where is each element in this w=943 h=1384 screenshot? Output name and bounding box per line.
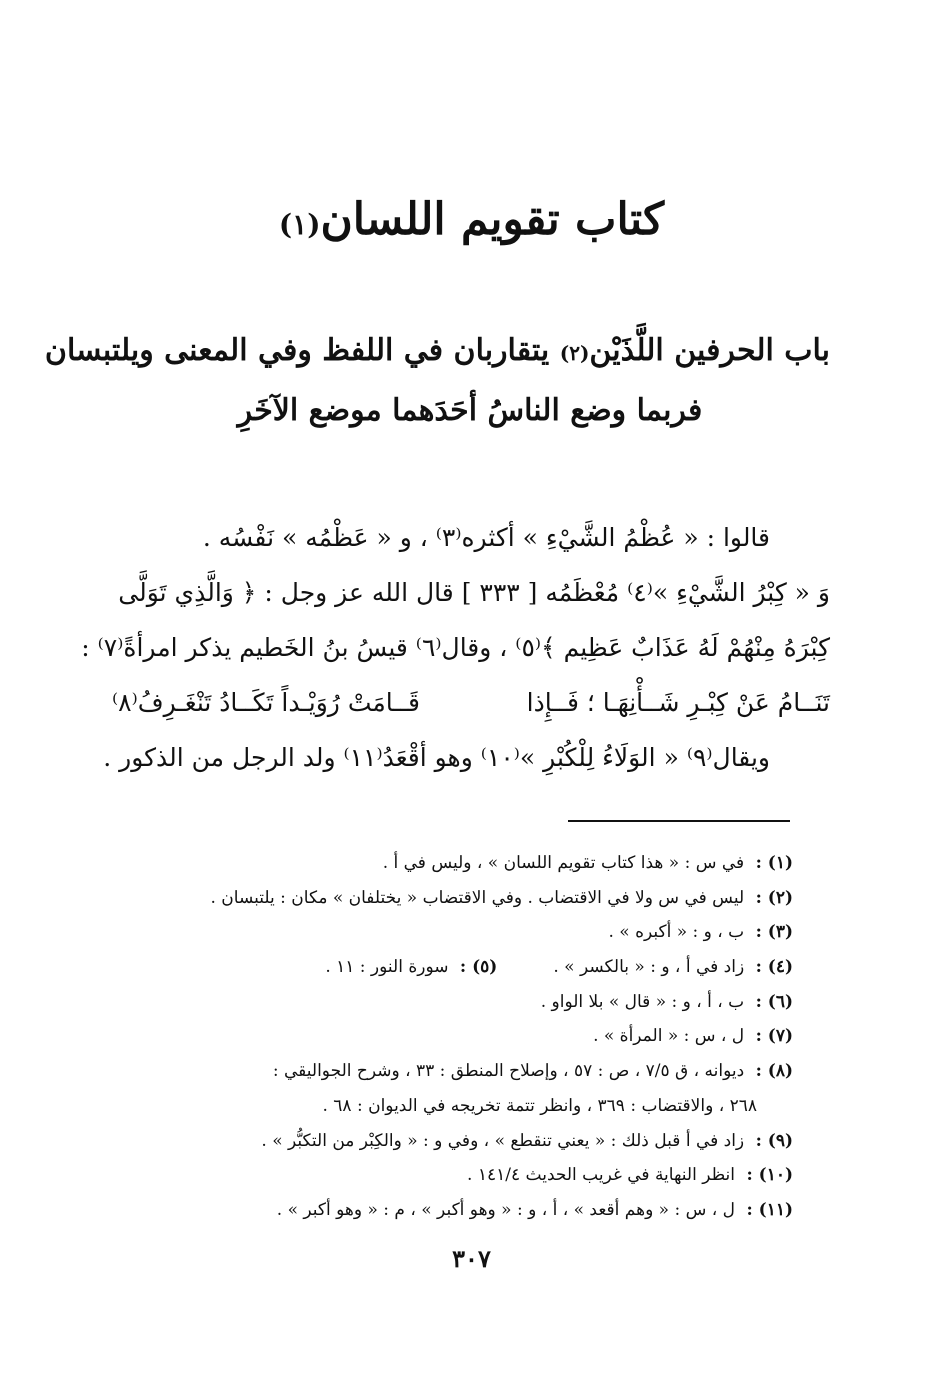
footnote-number: (٧) : (755, 1026, 793, 1047)
footnote (125, 1124, 793, 1159)
footnote-number: (١١) : (746, 1199, 793, 1220)
footnote-text: انظر النهاية في غريب الحديث ١٤١/٤ . (467, 1165, 736, 1186)
footnote-pair-a (553, 950, 793, 985)
body-line-2: وَ « كِبْرُ الشَّيْءِ »⁽٤⁾ مُعْظَمُه [ ٣٣٣ ] قال الله عز وجل : ﴿ وَالَّذِي تَوَلَّى (118, 578, 830, 607)
footnotes (125, 846, 793, 1228)
footnote-text: ديوانه ، ق ٧/٥ ، ص : ٥٧ ، وإصلاح المنطق : ٣٣ ، وشرح الجواليقي : (272, 1061, 745, 1082)
body-line-5: ويقال⁽٩⁾ « الوَلَاءُ لِلْكُبْرِ »⁽١٠⁾ وهو أقْعَدُ⁽١١⁾ ولد الرجل من الذكور . (103, 743, 770, 772)
footnote-continuation (125, 1089, 793, 1124)
verse-first-hemistich: تَنَــامُ عَنْ كِبْـرِ شَــأْنِهَـا ؛ فَــإِذا (526, 688, 830, 717)
footnote-number: (٤) : (755, 957, 793, 978)
chapter-heading (44, 322, 830, 440)
page-number: ٣٠٧ (452, 1244, 491, 1273)
book-title-text: كتاب تقويم اللسان (320, 194, 665, 245)
chapter-heading-ref: (٢) (559, 341, 590, 365)
verse-second-hemistich: قَــامَتْ رُوَيْـداً تَكَــادُ تَنْغَـرِفُ⁽٨⁾ (112, 688, 420, 717)
footnote-text: زاد في أ ، و : « بالكسر » . (553, 957, 745, 978)
footnote (125, 1158, 793, 1193)
footnote-text: ب ، و : « أكبره » . (608, 922, 745, 943)
chapter-heading-part-b: يتقاربان في اللفظ وفي المعنى ويلتبسان (44, 333, 560, 368)
footnote-text: ٢٦٨ ، والاقتضاب : ٣٦٩ ، وانظر تتمة تخريجه في الديوان : ٦٨ . (322, 1095, 757, 1116)
footnote-number: (٢) : (755, 887, 793, 908)
footnote-text: ليس في س ولا في الاقتضاب . وفي الاقتضاب « يختلفان » مكان : يلتبسان . (210, 887, 745, 908)
chapter-heading-line-2: فربما وضع الناسُ أحَدَهما موضع الآخَرِ (237, 393, 703, 428)
footnote (125, 915, 793, 950)
footnote-pair-b (325, 950, 497, 985)
body-line-1: قالوا : « عُظْمُ الشَّيْءِ » أكثره⁽٣⁾ ، و « عَظْمُه » نَفْسُه . (202, 523, 770, 552)
footnote (125, 1054, 793, 1089)
footnote (125, 881, 793, 916)
footnote-text: في س : « هذا كتاب تقويم اللسان » ، وليس في أ . (382, 853, 745, 873)
body-text (81, 510, 830, 785)
chapter-heading-line-1 (44, 322, 830, 382)
footnote (125, 1193, 793, 1228)
footnote (125, 985, 793, 1020)
book-title (0, 190, 943, 255)
body-line-3: كِبْرَهُ مِنْهُمْ لَهُ عَذَابٌ عَظِيم ﴾⁽٥⁾ ، وقال⁽٦⁾ قيسُ بنُ الخَطيم يذكر امرأةً⁽٧⁾ : (81, 633, 830, 662)
footnote-divider (568, 820, 790, 822)
footnote-number: (٦) : (755, 991, 793, 1012)
footnote-number: (٣) : (755, 922, 793, 943)
footnote (125, 846, 793, 881)
footnote-number: (١) : (755, 853, 793, 873)
footnote-text: ل ، س : « المرأة » . (593, 1026, 745, 1047)
footnote-number: (٥) : (459, 957, 498, 978)
chapter-heading-part-a: باب الحرفين اللَّذَيْن (589, 333, 830, 368)
footnote-text: زاد في أ قبل ذلك : « يعني تنقطع » ، وفي و : « والكِبْر من التكبُّر » . (261, 1130, 745, 1151)
footnote-number: (٩) : (755, 1130, 793, 1151)
footnote-number: (٨) : (755, 1061, 793, 1082)
footnote (125, 1019, 793, 1054)
footnote-text: ل ، س : « وهم أقعد » ، أ ، و : « وهو أكبر » ، م : « وهو أكبر » . (276, 1199, 736, 1220)
footnote-text: ب ، أ ، و : « قال » بلا الواو . (540, 991, 745, 1012)
poetry-verse (112, 675, 830, 730)
footnote-number: (١٠) : (746, 1165, 793, 1186)
footnote-text: سورة النور : ١١ . (325, 957, 449, 978)
title-footnote-ref: (١) (278, 208, 321, 241)
footnote (125, 950, 793, 985)
